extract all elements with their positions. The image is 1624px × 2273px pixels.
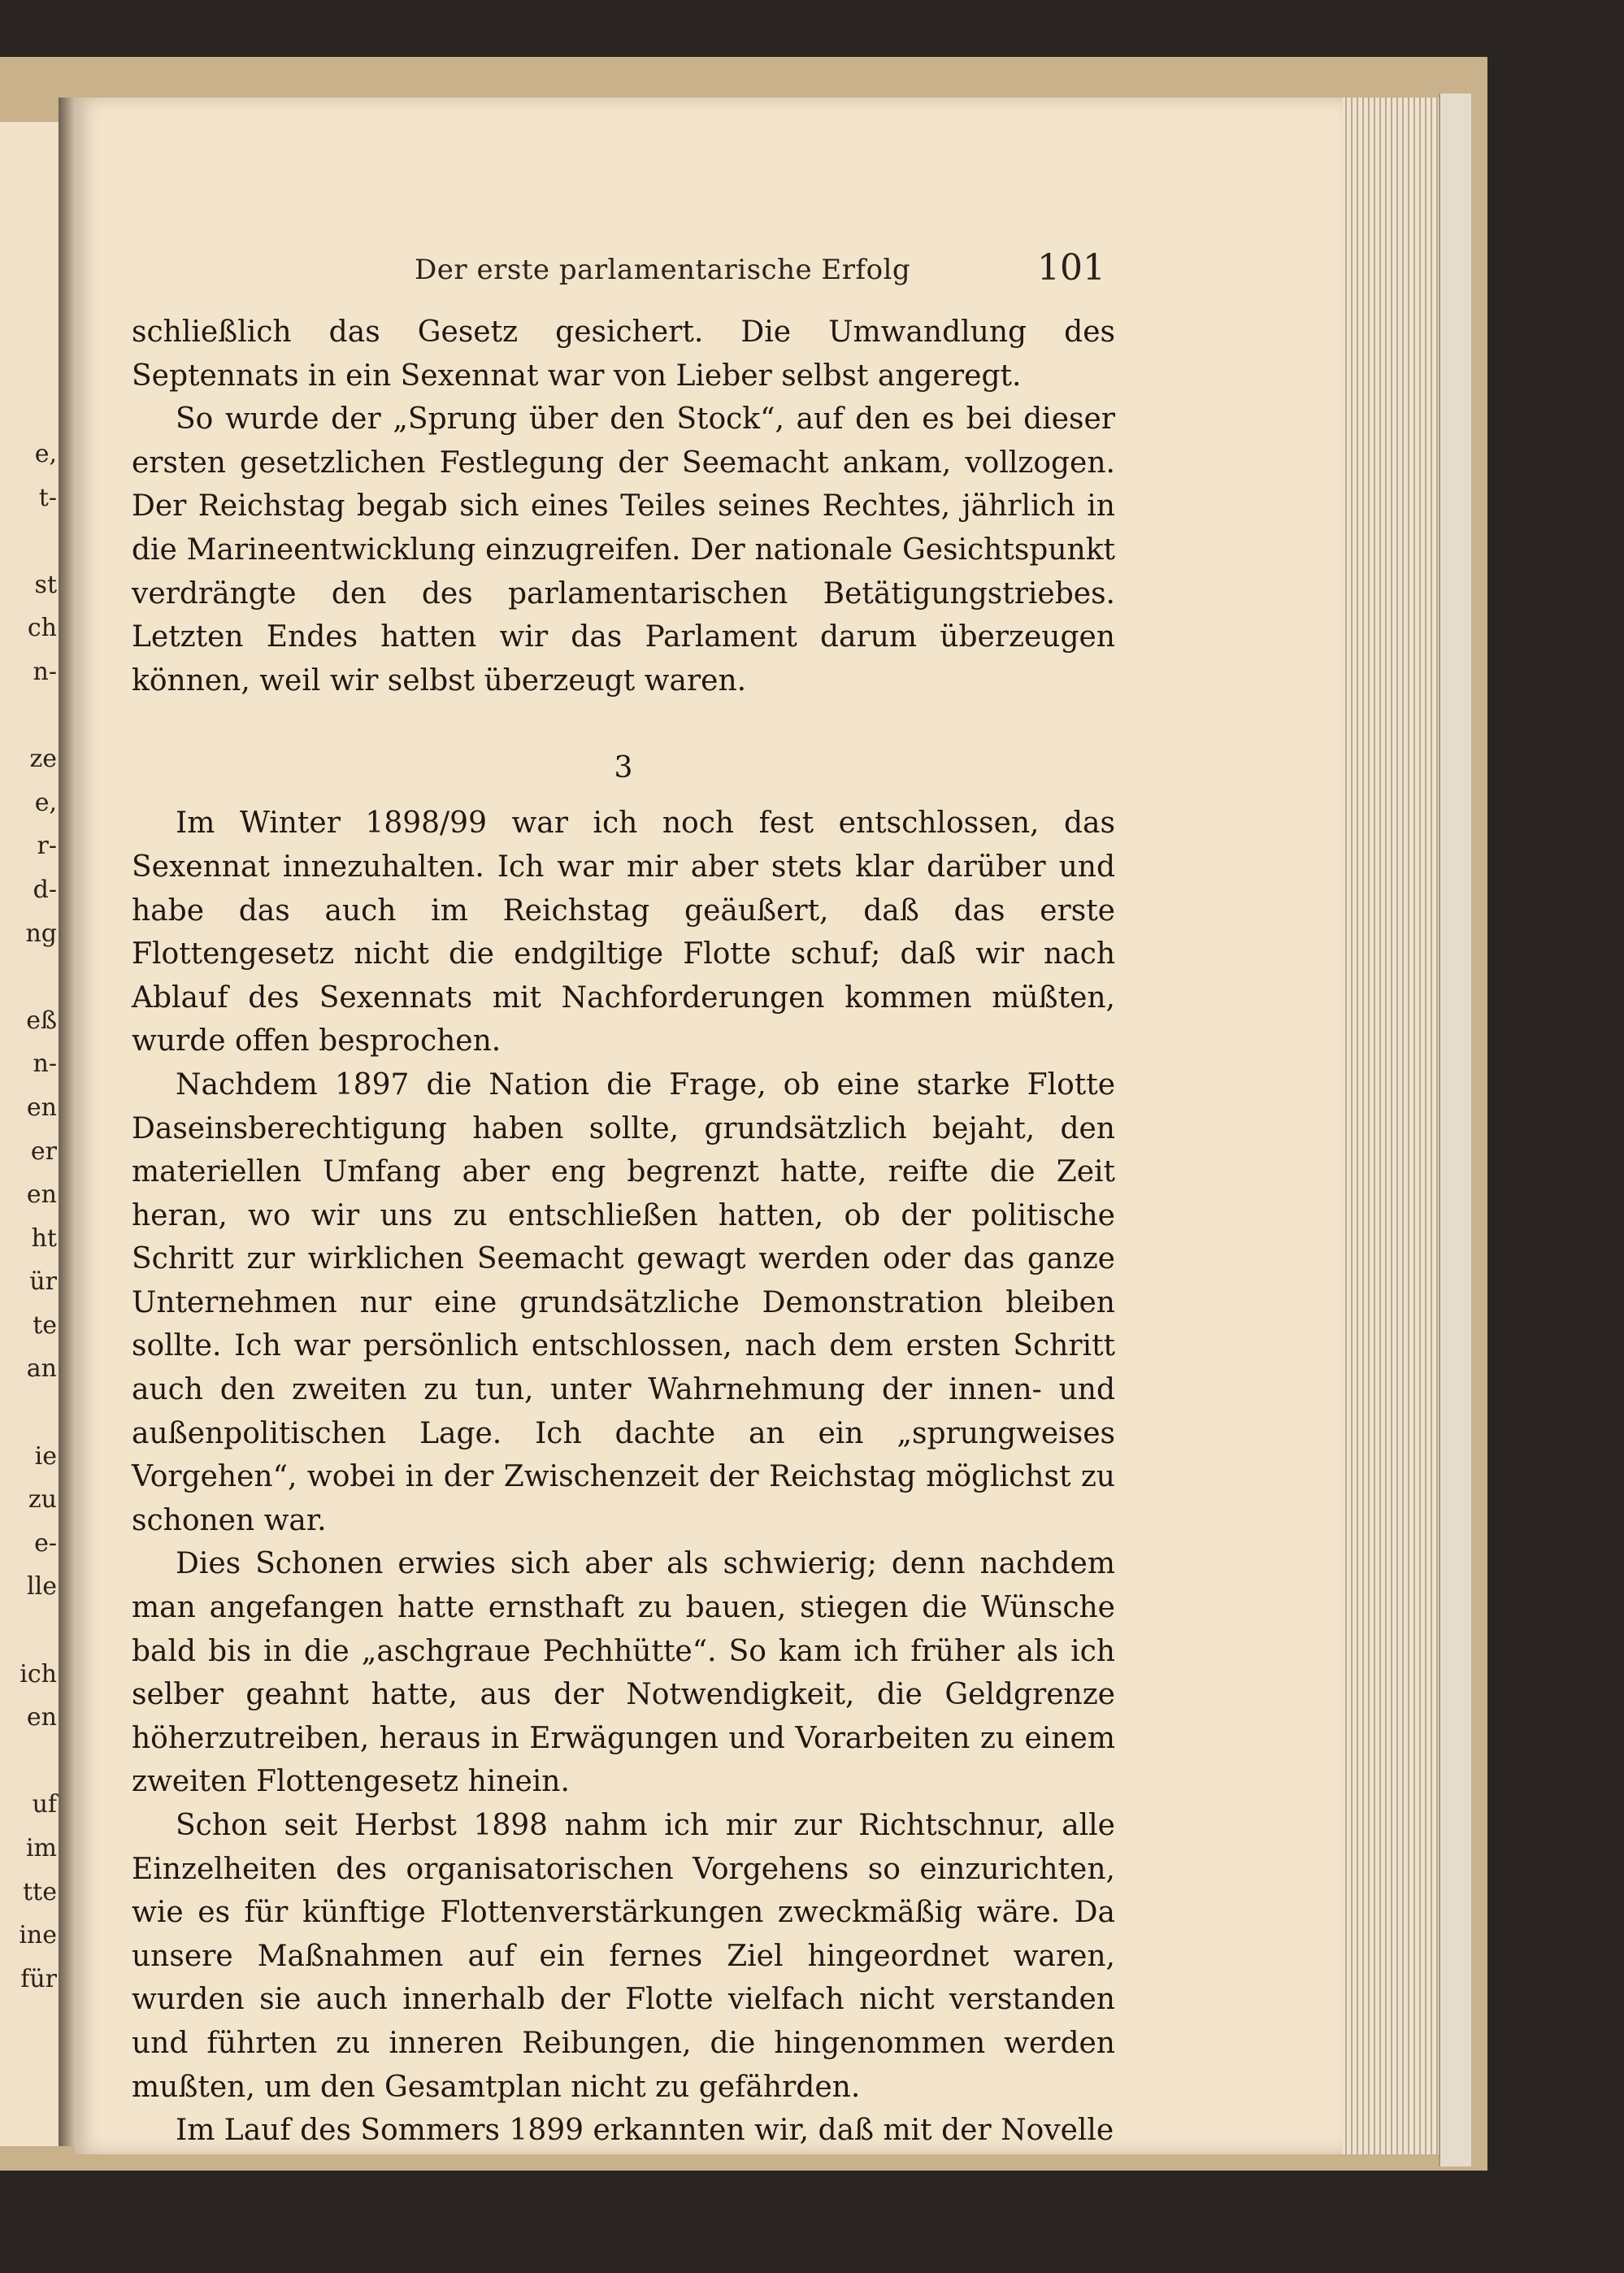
paragraph: Nachdem 1897 die Nation die Frage, ob eine starke Flotte Daseinsberechtigung haben sollte, grundsätzlich bejaht, den materiellen Umfang aber eng begrenzt hatte, reifte die Zeit heran, wo wir uns zu entschließen hatten, ob der politische Schritt zur wirklichen Seemacht gewagt werden oder das ganze Unternehmen nur eine grundsätzliche Demonstration bleiben sollte. Ich war persönlich entschlossen, nach dem ersten Schritt auch den zweiten zu tun, unter Wahrnehmung der innen- und außenpolitischen Lage. Ich dachte an ein „sprungweises Vorgehen“, wobei in der Zwischenzeit der Reichstag möglichst zu schonen war. <box>132 1067 1115 1537</box>
left-page-fragment: ich <box>20 1659 57 1688</box>
left-page-fragment: ür <box>29 1267 57 1297</box>
left-page-fragment: für <box>20 1964 57 1993</box>
left-page-fragment: eß <box>26 1006 57 1035</box>
page-number: 101 <box>1037 247 1105 289</box>
left-page-fragment: zu <box>28 1485 57 1515</box>
section-number: 3 <box>614 751 633 785</box>
paragraph: Im Winter 1898/99 war ich noch fest entschlossen, das Sexennat innezuhalten. Ich war mir aber stets klar darüber und habe das auch im Reichstag geäußert, daß das erste Flottengesetz nicht die endgiltige Flotte schuf; daß wir nach Ablauf des Sexennats mit Nachforderungen kommen müßten, wurde offen besprochen. <box>132 806 1115 1058</box>
left-page-fragment: er <box>30 1136 57 1166</box>
left-page-fragment: lle <box>27 1572 57 1602</box>
book-gutter <box>59 98 76 2146</box>
left-page-fragment <box>0 694 57 738</box>
left-page-fragment: n- <box>33 1050 57 1079</box>
body-text <box>132 311 1115 2153</box>
left-page-fragment: ht <box>31 1223 57 1253</box>
left-page-fragment: uf <box>32 1790 57 1819</box>
left-page-fragment <box>0 1609 57 1653</box>
left-page-fragment: ine <box>19 1921 57 1950</box>
left-page-fragments <box>0 432 57 2001</box>
left-page-fragment: ch <box>27 614 57 643</box>
left-page-fragment: n- <box>33 657 57 686</box>
left-page-fragment <box>0 1740 57 1784</box>
left-page-fragment: an <box>26 1354 57 1384</box>
paragraph: schließlich das Gesetz gesichert. Die Umwandlung des Septennats in ein Sexennat war von Lieber selbst angeregt. <box>132 315 1115 393</box>
paragraph: Im Lauf des Sommers 1899 erkannten wir, daß mit der Novelle <box>176 2114 1114 2148</box>
left-page-fragment: st <box>34 570 57 599</box>
running-title: Der erste parlamentarische Erfolg <box>415 254 911 286</box>
left-page-fragment <box>0 519 57 563</box>
left-page-fragment <box>0 955 57 999</box>
left-page-fragment: d- <box>33 875 57 904</box>
left-page-fragment: tte <box>23 1877 57 1906</box>
left-page-fragment: t- <box>38 483 57 512</box>
left-page-fragment: en <box>26 1180 57 1210</box>
paragraph: So wurde der „Sprung über den Stock“, auf den es bei dieser ersten gesetzlichen Festlegung der Seemacht ankam, vollzogen. Der Reichstag begab sich eines Teiles seines Rechtes, jährlich in die Marineentwicklung einzugreifen. Der nationale Gesichtspunkt verdrängte den des parlamentarischen Betätigungstriebes. Letzten Endes hatten wir das Parlament darum überzeugen können, weil wir selbst überzeugt waren. <box>132 402 1115 698</box>
left-page-fragment: ng <box>25 919 57 948</box>
left-page-fragment: en <box>26 1093 57 1122</box>
left-page-fragment: en <box>26 1703 57 1732</box>
left-page-fragment: e, <box>34 440 57 468</box>
left-page-fragment: e, <box>34 788 57 817</box>
left-page-fragment: te <box>33 1310 57 1340</box>
left-page-edge <box>0 122 65 2146</box>
page-stack-edge <box>1439 93 1471 2167</box>
page-header <box>415 247 1105 302</box>
paragraph: Dies Schonen erwies sich aber als schwierig; denn nachdem man angefangen hatte ernsthaft zu bauen, stiegen die Wünsche bald bis in die „aschgraue Pechhütte“. So kam ich früher als ich selber geahnt hatte, aus der Notwendigkeit, die Geldgrenze höherzutreiben, heraus in Erwägungen und Vorarbeiten zu einem zweiten Flottengesetz hinein. <box>132 1547 1115 1799</box>
left-page-fragment: ie <box>34 1441 57 1471</box>
paragraph: Schon seit Herbst 1898 nahm ich mir zur Richtschnur, alle Einzelheiten des organisatorischen Vorgehens so einzurichten, wie es für künftige Flottenverstärkungen zweckmäßig wäre. Da unsere Maßnahmen auf ein fernes Ziel hingeordnet waren, wurden sie auch innerhalb der Flotte vielfach nicht verstanden und führten zu inneren Reibungen, die hingenommen werden mußten, um den Gesamtplan nicht zu gefährden. <box>132 1809 1115 2104</box>
left-page-fragment: e- <box>34 1528 57 1558</box>
left-page-fragment: r- <box>37 832 57 861</box>
left-page-fragment: ze <box>29 745 57 774</box>
left-page-fragment: im <box>25 1834 57 1862</box>
left-page-fragment <box>0 1391 57 1435</box>
